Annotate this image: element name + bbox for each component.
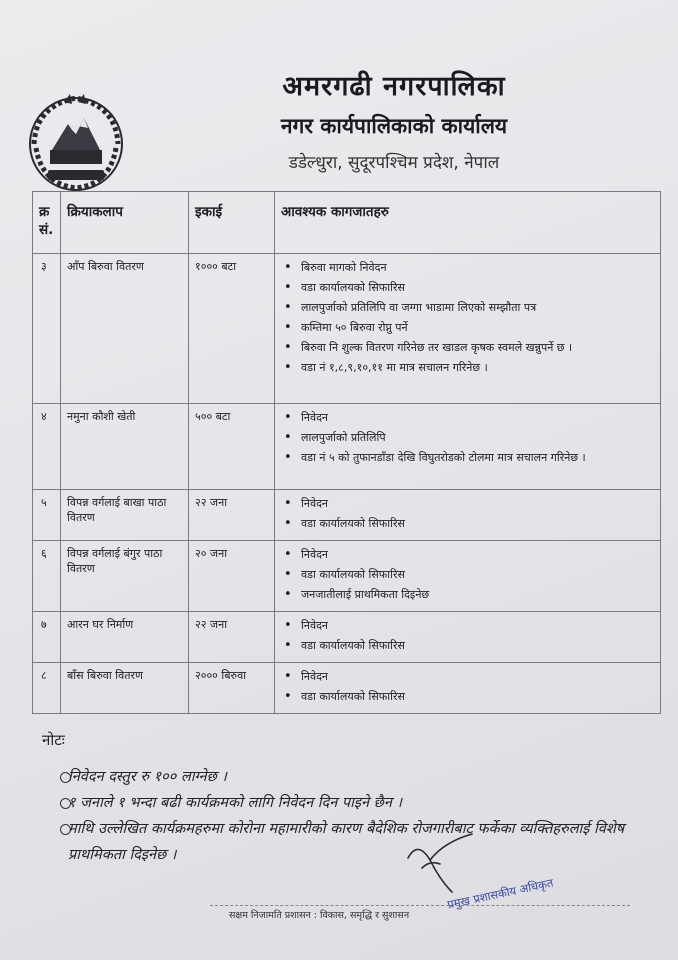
documents-cell: [275, 612, 661, 663]
documents-list: [281, 259, 654, 377]
column-header-unit: इकाई: [189, 192, 275, 254]
list-item: • जनजातीलाई प्राथमिकता दिइनेछ: [281, 586, 654, 604]
unit-cell: १००० बटा: [189, 254, 275, 404]
official-designation-stamp: प्रमुख प्रशासकीय अधिकृत: [446, 875, 555, 912]
office-name: नगर कार्यपालिकाको कार्यालय: [280, 114, 508, 138]
activity-cell: आरन घर निर्माण: [61, 612, 189, 663]
notes-section: [42, 730, 652, 868]
list-item: • वडा कार्यालयको सिफारिस: [281, 637, 654, 655]
activity-cell: नमुना कौशी खेती: [61, 404, 189, 490]
activity-cell: बाँस बिरुवा वितरण: [61, 663, 189, 714]
unit-cell: २२ जना: [189, 612, 275, 663]
list-item: • कम्तिमा ५० बिरुवा रोप्नु पर्ने: [281, 319, 654, 337]
note-text: १ जनाले १ भन्दा बढी कार्यक्रमको लागि निवेदन दिन पाइने छैन ।: [68, 795, 402, 811]
serial-number: ५: [33, 490, 61, 541]
unit-cell: २००० बिरुवा: [189, 663, 275, 714]
list-item: • निवेदन: [281, 617, 654, 635]
documents-list: [281, 495, 654, 533]
serial-number: ८: [33, 663, 61, 714]
documents-list: [281, 668, 654, 706]
list-item: • निवेदन: [281, 495, 654, 513]
list-item: • निवेदन: [281, 668, 654, 686]
note-text: माथि उल्लेखित कार्यक्रमहरुमा कोरोना महामारीको कारण बैदेशिक रोजगारीबाट फर्केका व्यक्तिहरुलाई विशेष प्राथमिकता दिइनेछ ।: [68, 821, 625, 863]
list-item: • वडा नं १,८,९,१०,११ मा मात्र सचालन गरिनेछ ।: [281, 359, 654, 377]
table-row: [33, 490, 661, 541]
note-item: [42, 764, 652, 790]
circle-bullet-icon: [60, 772, 71, 783]
list-item: • निवेदन: [281, 409, 654, 427]
list-item: • वडा कार्यालयको सिफारिस: [281, 688, 654, 706]
notes-heading: नोटः: [42, 731, 65, 749]
list-item: • वडा कार्यालयको सिफारिस: [281, 279, 654, 297]
unit-cell: २० जना: [189, 541, 275, 612]
documents-cell: [275, 541, 661, 612]
documents-cell: [275, 663, 661, 714]
footer-slogan: सक्षम निजामति प्रशासन : विकास, समृद्धि र सुशासन: [229, 910, 410, 921]
list-item: • वडा कार्यालयको सिफारिस: [281, 515, 654, 533]
serial-number: ३: [33, 254, 61, 404]
note-item: [42, 790, 652, 816]
table-row: [33, 404, 661, 490]
documents-cell: [275, 254, 661, 404]
column-header-sn: क्र सं.: [33, 192, 61, 254]
table-header-row: [33, 192, 661, 254]
list-item: • लालपुर्जाको प्रतिलिपि वा जग्गा भाडामा लिएको सम्झौता पत्र: [281, 299, 654, 317]
column-header-documents: आवश्यक कागजातहरु: [275, 192, 661, 254]
list-item: • वडा नं ५ को तुफानडाँडा देखि विघुतरोडको टोलमा मात्र सचालन गरिनेछ ।: [281, 449, 654, 467]
note-text: निवेदन दस्तुर रु १०० लाग्नेछ ।: [68, 769, 227, 785]
list-item: • निवेदन: [281, 546, 654, 564]
circle-bullet-icon: [60, 824, 71, 835]
note-item: [42, 816, 652, 868]
table-row: [33, 663, 661, 714]
unit-cell: ५०० बटा: [189, 404, 275, 490]
documents-list: [281, 409, 654, 467]
footer-divider: [210, 905, 630, 906]
notes-list: [42, 764, 652, 868]
activity-cell: विपन्न वर्गलाई बंगुर पाठा वितरण: [61, 541, 189, 612]
municipality-name: अमरगढी नगरपालिका: [282, 71, 506, 102]
serial-number: ४: [33, 404, 61, 490]
serial-number: ६: [33, 541, 61, 612]
documents-cell: [275, 490, 661, 541]
activity-cell: विपन्न वर्गलाई बाखा पाठा वितरण: [61, 490, 189, 541]
unit-cell: २२ जना: [189, 490, 275, 541]
list-item: • लालपुर्जाको प्रतिलिपि: [281, 429, 654, 447]
list-item: • बिरुवा नि शुल्क वितरण गरिनेछ तर खाडल कृषक स्वमले खन्नुपर्ने छ ।: [281, 339, 654, 357]
nepal-government-emblem-icon: [22, 88, 130, 196]
signature-icon: [400, 830, 480, 900]
table-row: [33, 254, 661, 404]
table-row: [33, 541, 661, 612]
list-item: • वडा कार्यालयको सिफारिस: [281, 566, 654, 584]
documents-list: [281, 546, 654, 604]
activity-cell: आँप बिरुवा वितरण: [61, 254, 189, 404]
activities-table: [32, 191, 661, 714]
serial-number: ७: [33, 612, 61, 663]
table-row: [33, 612, 661, 663]
column-header-activity: क्रियाकलाप: [61, 192, 189, 254]
documents-list: [281, 617, 654, 655]
circle-bullet-icon: [60, 798, 71, 809]
documents-cell: [275, 404, 661, 490]
list-item: • बिरुवा मागको निवेदन: [281, 259, 654, 277]
office-address: डडेल्धुरा, सुदूरपश्चिम प्रदेश, नेपाल: [288, 153, 500, 173]
